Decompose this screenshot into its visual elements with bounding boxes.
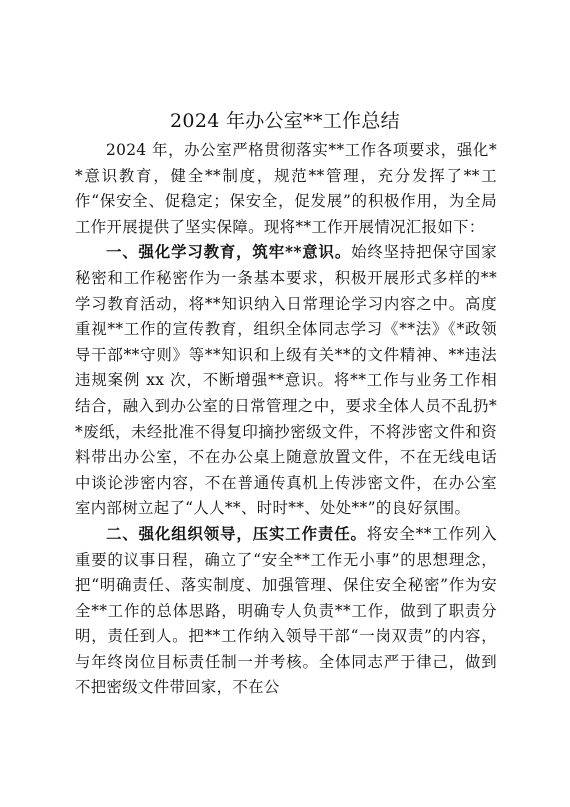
section-1-heading: 一、强化学习教育，筑牢**意识。 bbox=[106, 243, 352, 262]
document-title: 2024 年办公室**工作总结 bbox=[170, 110, 400, 132]
paragraph-section-1 bbox=[75, 240, 497, 522]
section-2-heading: 二、强化组织领导，压实工作责任。 bbox=[106, 524, 367, 543]
paragraph-section-2 bbox=[75, 522, 497, 701]
document-body bbox=[75, 138, 497, 701]
section-1-text: 始终坚持把保守国家秘密和工作秘密作为一条基本要求，积极开展形式多样的**学习教育活动，将**知识纳入日常理论学习内容之中。高度重视**工作的宣传教育，组织全体同志学习《**法》《*政领导干部**守则》等**知识和上级有关**的文件精神、**违法违规案例 xx 次，不断增强**意识。将**工作与业务工作相结合，融入到办公室的日常管理之中，要求全体人员不乱扔**废纸，未经批准不得复印摘抄密级文件，不将涉密文件和资料带出办公室，不在办公桌上随意放置文件，不在无线电话中谈论涉密内容，不在普通传真机上传涉密文件，在办公室室内部树立起了“人人**、时时**、处处**”的良好氛围。 bbox=[75, 243, 497, 518]
section-2-text: 将安全**工作列入重要的议事日程，确立了“安全**工作无小事”的思想理念，把“明确责任、落实制度、加强管理、保住安全秘密”作为安全**工作的总体思路，明确专人负责**工作，做到了职责分明，责任到人。把**工作纳入领导干部“一岗双责”的内容，与年终岗位目标责任制一并考核。全体同志严于律己，做到不把密级文件带回家，不在公 bbox=[75, 524, 497, 697]
paragraph-intro bbox=[75, 138, 497, 240]
paragraph-intro-text: 2024 年，办公室严格贯彻落实**工作各项要求，强化**意识教育，健全**制度，规范**管理，充分发挥了**工作“保安全、促稳定；保安全，促发展”的积极作用，为全局工作开展提供了坚实保障。现将**工作开展情况汇报如下： bbox=[75, 141, 497, 236]
